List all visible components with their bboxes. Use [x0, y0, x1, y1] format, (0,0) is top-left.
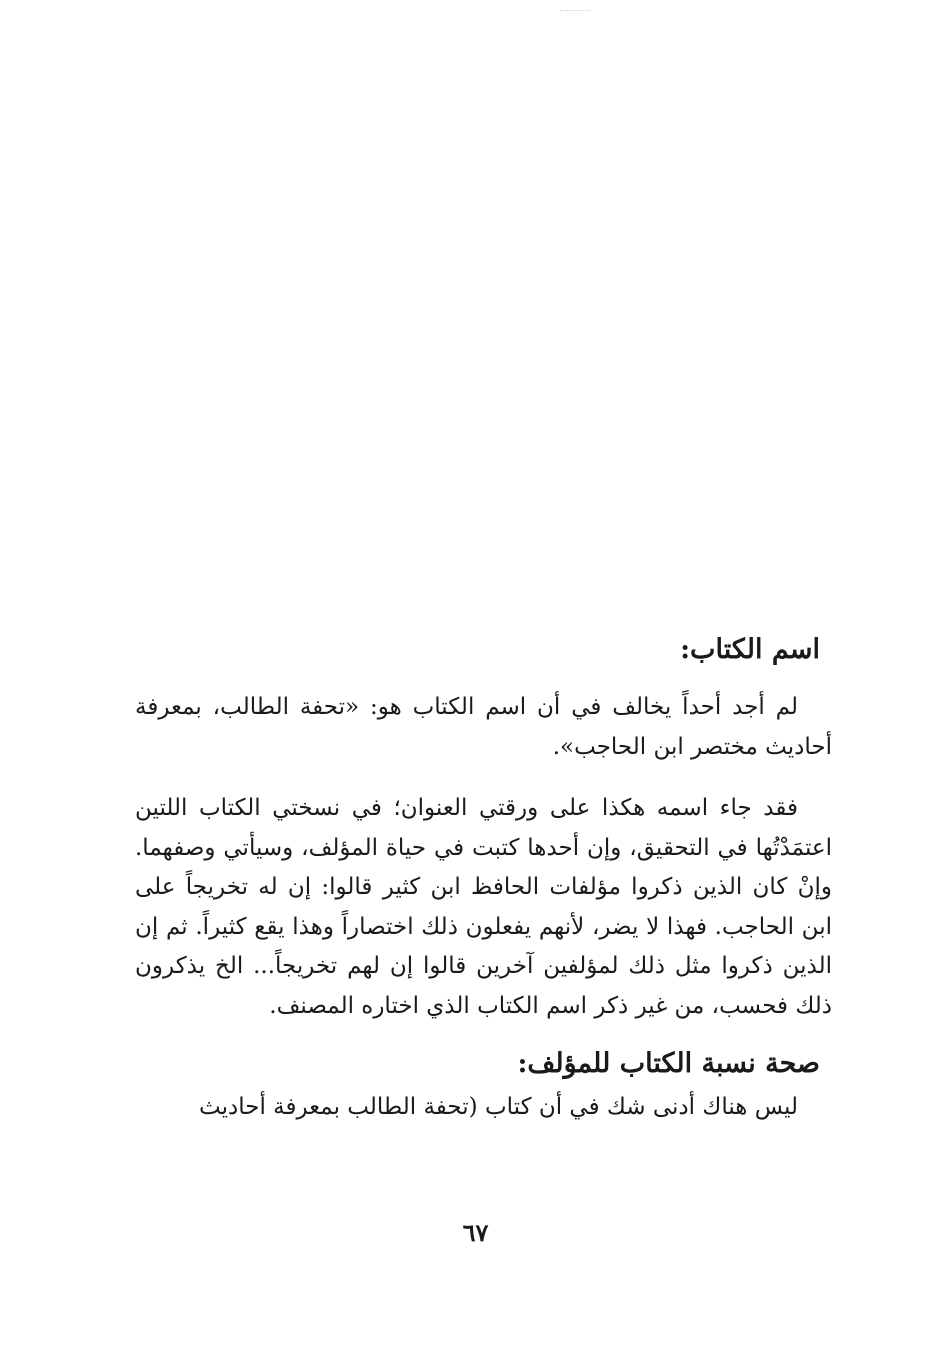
paragraph-title-evidence: فقد جاء اسمه هكذا على ورقتي العنوان؛ في نسختي الكتاب اللتين اعتمَدْتُها في التحقيق، وإن أحدها كتبت في حياة المؤلف، وسيأتي وصفهما. وإنْ كان الذين ذكروا مؤلفات الحافظ ابن كثير قالوا: إن له تخريجاً على ابن الحاجب. فهذا لا يضر، لأنهم يفعلون ذلك اختصاراً وهذا يقع كثيراً. ثم إن الذين ذكروا مثل ذلك لمؤلفين آخرين قالوا إن لهم تخريجاً... الخ يذكرون ذلك فحسب، من غير ذكر اسم الكتاب الذي اختاره المصنف. — [135, 795, 832, 1019]
text-column — [135, 630, 832, 1128]
section-heading-book-title: اسم الكتاب: — [680, 634, 820, 665]
paragraph-attribution: ليس هناك أدنى شك في أن كتاب (تحفة الطالب بمعرفة أحاديث — [199, 1094, 798, 1120]
page-number: ٦٧ — [462, 1218, 489, 1247]
paragraph-book-title: لم أجد أحداً يخالف في أن اسم الكتاب هو: «تحفة الطالب، بمعرفة أحاديث مختصر ابن الحاجب». — [135, 694, 832, 760]
section-heading-attribution: صحة نسبة الكتاب للمؤلف: — [517, 1048, 820, 1079]
scan-mark — [560, 10, 590, 13]
